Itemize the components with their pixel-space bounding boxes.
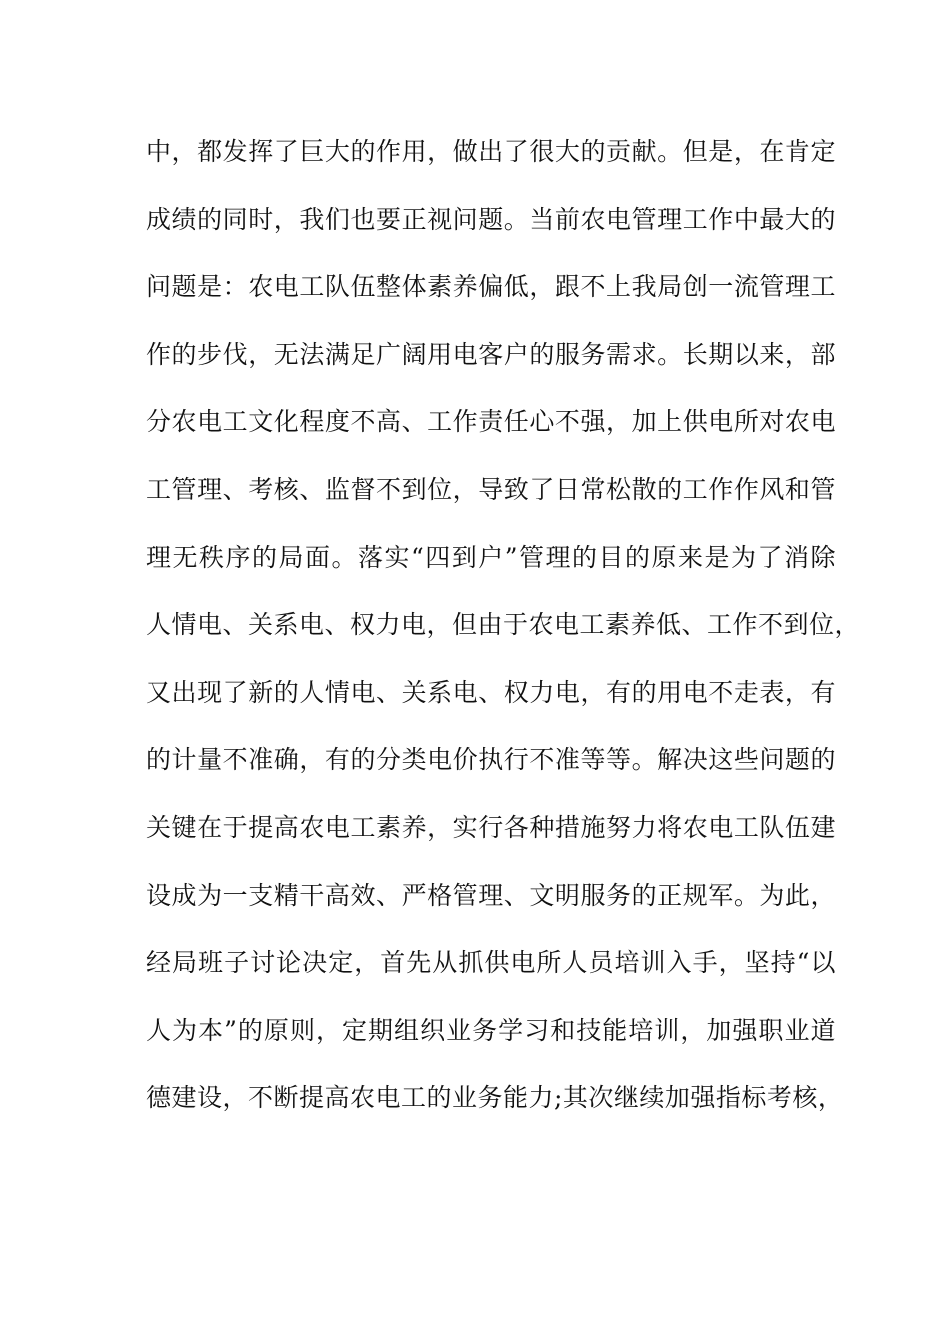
text-line: 中，都发挥了巨大的作用，做出了很大的贡献。但是，在肯定 bbox=[146, 137, 836, 166]
text-line: 的计量不准确，有的分类电价执行不准等等。解决这些问题的 bbox=[146, 745, 836, 775]
text-line: 问题是：农电工队伍整体素养偏低，跟不上我局创一流管理工 bbox=[146, 272, 836, 302]
text-line: 工管理、考核、监督不到位，导致了日常松散的工作作风和管 bbox=[146, 474, 836, 504]
text-line: 又出现了新的人情电、关系电、权力电，有的用电不走表，有 bbox=[146, 677, 836, 707]
text-line: 作的步伐，无法满足广阔用电客户的服务需求。长期以来，部 bbox=[146, 339, 836, 369]
text-line: 人情电、关系电、权力电，但由于农电工素养低、工作不到位， bbox=[146, 610, 861, 640]
text-line: 设成为一支精干高效、严格管理、文明服务的正规军。为此， bbox=[146, 880, 836, 910]
text-line: 理无秩序的局面。落实“四到户”管理的目的原来是为了消除 bbox=[146, 542, 836, 572]
body-text bbox=[146, 130, 861, 1144]
text-line: 成绩的同时，我们也要正视问题。当前农电管理工作中最大的 bbox=[146, 204, 836, 234]
text-line: 分农电工文化程度不高、工作责任心不强，加上供电所对农电 bbox=[146, 407, 836, 437]
text-line: 经局班子讨论决定，首先从抓供电所人员培训入手，坚持“以 bbox=[146, 948, 836, 978]
text-line: 德建设，不断提高农电工的业务能力;其次继续加强指标考核， bbox=[146, 1083, 844, 1113]
text-line: 人为本”的原则，定期组织业务学习和技能培训，加强职业道 bbox=[146, 1015, 836, 1045]
text-line: 关键在于提高农电工素养，实行各种措施努力将农电工队伍建 bbox=[146, 812, 836, 842]
